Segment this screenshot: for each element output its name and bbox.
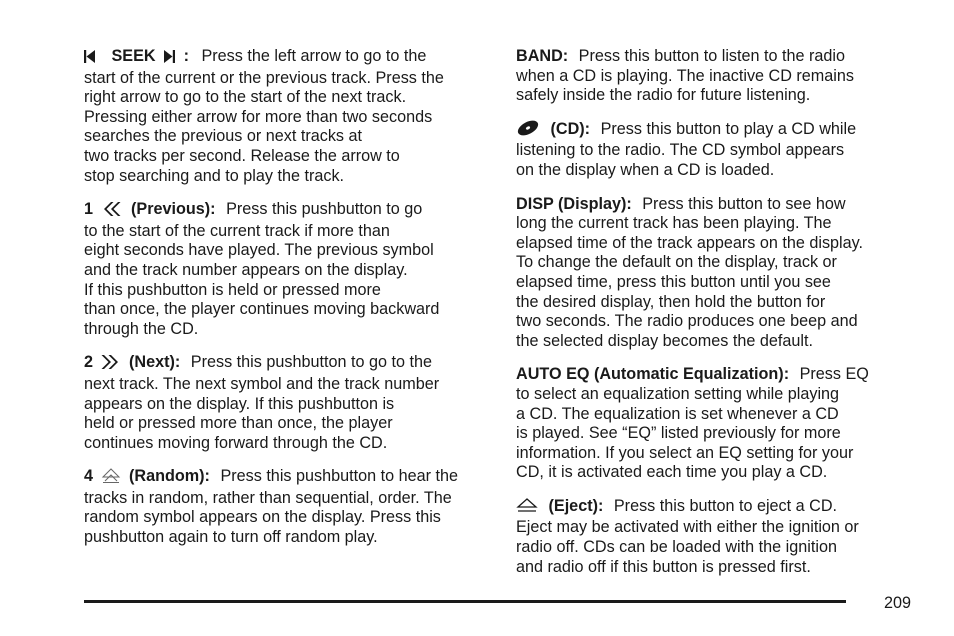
entry-line: information. If you select an EQ setting for your bbox=[516, 443, 854, 462]
entry-first-line bbox=[516, 195, 908, 215]
entry-line: eight seconds have played. The previous symbol bbox=[84, 241, 434, 260]
previous-icon bbox=[101, 202, 121, 222]
entry-line: radio off. CDs can be loaded with the ignition bbox=[516, 538, 837, 557]
entry-line: a CD. The equalization is set whenever a CD bbox=[516, 404, 839, 423]
band-entry bbox=[516, 47, 908, 106]
entry-text: Press the left arrow to go to the bbox=[201, 47, 427, 65]
entry-line: is played. See “EQ” listed previously for more bbox=[516, 424, 841, 443]
entry-line: to the start of the current track if more than bbox=[84, 221, 390, 240]
entry-line: CD, it is activated each time you play a CD. bbox=[516, 463, 828, 482]
entry-first-line bbox=[84, 47, 489, 69]
preset-number: 4 bbox=[84, 467, 94, 486]
random-icon bbox=[101, 467, 121, 489]
eject-entry bbox=[516, 497, 908, 577]
entry-line: the desired display, then hold the button for bbox=[516, 292, 826, 311]
entry-line: when a CD is playing. The inactive CD remains bbox=[516, 66, 854, 85]
entry-text: Press this button to play a CD while bbox=[600, 119, 857, 138]
entry-text: Press this button to listen to the radio bbox=[578, 47, 845, 65]
entry-line: appears on the display. If this pushbutton is bbox=[84, 394, 395, 413]
entry-first-line bbox=[516, 365, 908, 385]
random-entry bbox=[84, 467, 489, 547]
entry-line: elapsed time, press this button until you see bbox=[516, 272, 831, 291]
entry-line: pushbutton again to turn off random play. bbox=[84, 528, 378, 547]
entry-line: listening to the radio. The CD symbol appears bbox=[516, 141, 845, 160]
entry-line: safely inside the radio for future listening. bbox=[516, 86, 811, 105]
entry-line: random symbol appears on the display. Press this bbox=[84, 508, 441, 527]
entry-line: Eject may be activated with either the ignition or bbox=[516, 518, 859, 537]
entry-first-line bbox=[516, 47, 908, 67]
entry-line: and the track number appears on the display. bbox=[84, 260, 408, 279]
entry-first-line bbox=[84, 353, 489, 375]
entry-text: Press this button to see how bbox=[642, 194, 846, 213]
previous-entry bbox=[84, 200, 489, 339]
entry-line: tracks in random, rather than sequential, order. The bbox=[84, 488, 452, 507]
eject-icon bbox=[516, 497, 538, 519]
entry-text: Press this pushbutton to go bbox=[226, 200, 423, 219]
auto-eq-label: AUTO EQ (Automatic Equalization): bbox=[516, 365, 790, 384]
seek-entry bbox=[84, 47, 489, 186]
random-label: (Random): bbox=[129, 467, 210, 486]
entry-line: on the display when a CD is loaded. bbox=[516, 160, 775, 179]
entry-line: two tracks per second. Release the arrow to bbox=[84, 146, 400, 165]
next-icon bbox=[101, 355, 121, 375]
preset-number: 1 bbox=[84, 200, 94, 219]
disp-label: DISP (Display): bbox=[516, 194, 632, 213]
entry-line: If this pushbutton is held or pressed more bbox=[84, 280, 381, 299]
cd-icon bbox=[516, 120, 540, 142]
seek-label: SEEK bbox=[111, 47, 156, 65]
eject-label: (Eject): bbox=[548, 496, 604, 515]
entry-line: start of the current or the previous track. Press the bbox=[84, 68, 444, 87]
preset-number: 2 bbox=[84, 353, 94, 372]
entry-first-line bbox=[516, 120, 908, 142]
seek-forward-icon bbox=[164, 49, 175, 69]
entry-line: long the current track has been playing. The bbox=[516, 214, 832, 233]
footer-rule bbox=[84, 600, 846, 603]
seek-back-icon bbox=[84, 49, 95, 69]
entry-line: searches the previous or next tracks at bbox=[84, 127, 363, 146]
entry-line: and radio off if this button is pressed first. bbox=[516, 557, 811, 576]
entry-line: than once, the player continues moving backward bbox=[84, 300, 440, 319]
next-label: (Next): bbox=[129, 353, 181, 372]
entry-first-line bbox=[84, 467, 489, 489]
entry-line: stop searching and to play the track. bbox=[84, 166, 345, 185]
entry-text: Press EQ bbox=[799, 365, 869, 384]
page-number: 209 bbox=[884, 594, 912, 612]
entry-line: next track. The next symbol and the track number bbox=[84, 374, 440, 393]
band-label: BAND: bbox=[516, 47, 569, 65]
cd-label: (CD): bbox=[550, 119, 591, 138]
cd-entry bbox=[516, 120, 908, 181]
entry-line: the selected display becomes the default. bbox=[516, 331, 813, 350]
next-entry bbox=[84, 353, 489, 453]
auto-eq-entry bbox=[516, 365, 908, 483]
entry-line: through the CD. bbox=[84, 319, 199, 338]
entry-first-line bbox=[516, 497, 908, 519]
right-column bbox=[516, 47, 908, 591]
entry-line: Pressing either arrow for more than two seconds bbox=[84, 107, 433, 126]
entry-first-line bbox=[84, 200, 489, 222]
entry-line: held or pressed more than once, the player bbox=[84, 414, 393, 433]
entry-line: right arrow to go to the start of the next track. bbox=[84, 88, 407, 107]
left-column bbox=[84, 47, 489, 562]
entry-text: Press this button to eject a CD. bbox=[613, 496, 838, 515]
entry-line: elapsed time of the track appears on the display. bbox=[516, 233, 864, 252]
entry-line: two seconds. The radio produces one beep and bbox=[516, 312, 858, 331]
entry-text: Press this pushbutton to hear the bbox=[220, 467, 459, 486]
entry-line: to select an equalization setting while playing bbox=[516, 384, 840, 403]
seek-colon: : bbox=[183, 47, 189, 65]
entry-text: Press this pushbutton to go to the bbox=[190, 353, 432, 372]
entry-line: To change the default on the display, track or bbox=[516, 253, 837, 272]
previous-label: (Previous): bbox=[131, 200, 216, 219]
disp-entry bbox=[516, 195, 908, 352]
entry-line: continues moving forward through the CD. bbox=[84, 433, 388, 452]
